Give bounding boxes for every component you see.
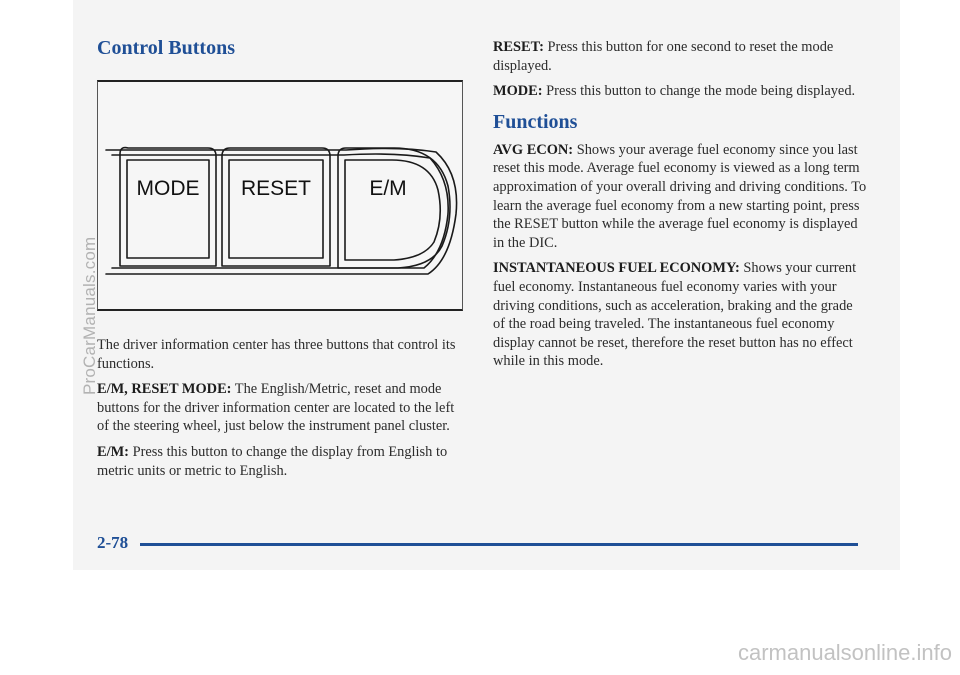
reset-button-label: RESET: [240, 177, 312, 200]
functions-heading: Functions: [493, 110, 578, 133]
left-body-text: [97, 336, 469, 487]
button-panel-drawing: [98, 82, 462, 309]
em-reset-mode-text: The English/Metric, reset and mode buttons for the driver information center are located to the left of the steering wheel, just below the instrument panel cluster.: [97, 381, 455, 435]
avg-econ-paragraph: [493, 141, 868, 253]
em-reset-mode-paragraph: [97, 380, 469, 436]
footer-rule: [140, 543, 858, 546]
mode-term: MODE:: [493, 83, 543, 100]
side-watermark: ProCarManuals.com: [80, 236, 99, 395]
avg-econ-text: Shows your average fuel economy since you last reset this mode. Average fuel economy is viewed as a long term approximation of your overall driving and driving conditions. To learn the average fuel economy from a new starting point, press the RESET button while the average fuel economy is displayed in the DIC.: [493, 141, 867, 251]
mode-paragraph: [493, 82, 868, 101]
em-term: E/M:: [97, 443, 129, 460]
mode-text: Press this button to change the mode being displayed.: [542, 83, 856, 100]
instant-fuel-term: INSTANTANEOUS FUEL ECONOMY:: [493, 260, 740, 277]
em-paragraph: [97, 443, 469, 480]
avg-econ-term: AVG ECON:: [493, 141, 574, 158]
reset-paragraph: [493, 38, 868, 75]
control-buttons-illustration: [97, 80, 463, 311]
intro-paragraph: The driver information center has three buttons that control its functions.: [97, 337, 456, 372]
em-button-shape: [338, 148, 450, 268]
em-button-label: E/M: [369, 177, 407, 200]
mode-button-label: MODE: [136, 177, 200, 200]
em-reset-mode-term: E/M, RESET MODE:: [97, 381, 232, 398]
mode-button-shape: [120, 148, 216, 266]
left-column: [97, 35, 467, 61]
reset-text: Press this button for one second to reset the mode displayed.: [493, 39, 834, 74]
reset-button-shape: [222, 148, 330, 266]
em-text: Press this button to change the display from English to metric units or metric to English.: [97, 443, 448, 479]
control-buttons-heading: Control Buttons: [97, 37, 235, 59]
right-column: [493, 38, 868, 378]
reset-term: RESET:: [493, 39, 544, 55]
page-number: 2-78: [97, 533, 129, 552]
bottom-watermark: carmanualsonline.info: [737, 640, 952, 665]
instant-fuel-text: Shows your current fuel economy. Instantaneous fuel economy varies with your driving conditions, such as acceleration, braking and the grade of the road being traveled. The instantaneous fuel economy display cannot be reset, therefore the reset button has no effect while in this mode.: [493, 260, 857, 370]
instant-fuel-paragraph: [493, 259, 868, 371]
